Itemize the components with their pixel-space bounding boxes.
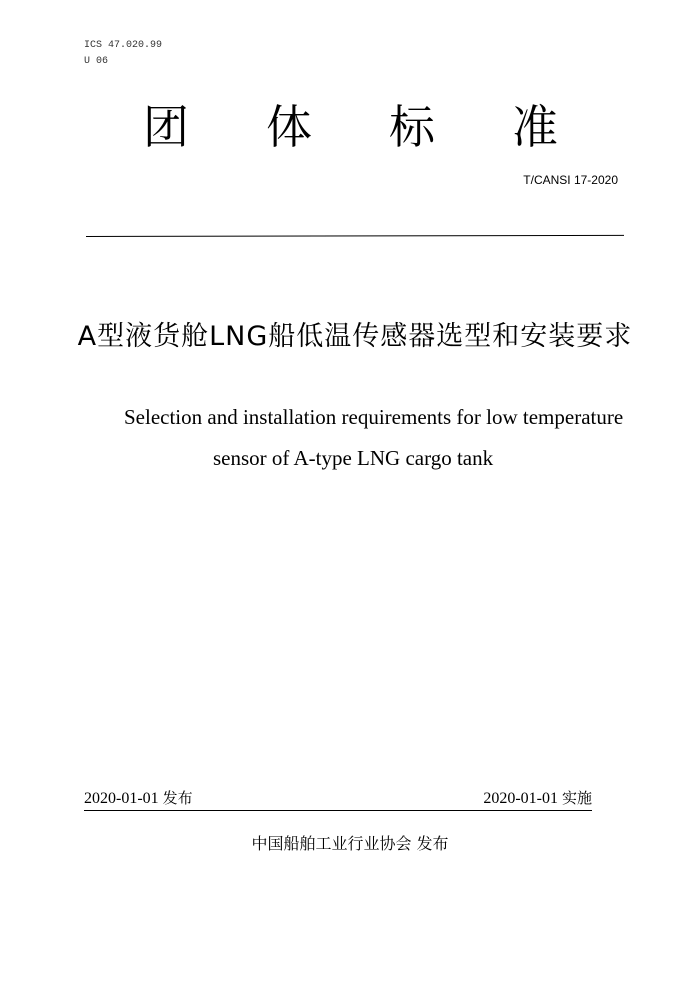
standard-number: T/CANSI 17-2020 — [523, 173, 618, 187]
ccs-code: U 06 — [84, 56, 109, 67]
group-standard-heading — [0, 97, 700, 157]
classification-codes — [84, 38, 162, 70]
date-line — [84, 788, 592, 811]
publisher: 中国船舶工业行业协会 发布 — [251, 834, 449, 853]
english-title-line-2: sensor of A-type LNG cargo tank — [213, 446, 494, 470]
issue-label: 发布 — [162, 789, 193, 807]
chinese-title: A型液货舱LNG船低温传感器选型和安装要求 — [77, 321, 633, 352]
heading-char-2: 体 — [266, 100, 312, 154]
header-divider — [86, 235, 624, 237]
heading-char-1: 团 — [143, 100, 189, 154]
heading-char-3: 标 — [389, 100, 435, 154]
issue-date-group — [84, 788, 193, 809]
implement-date-group — [483, 788, 592, 809]
english-title-line-1: Selection and installation requirements for low temperature — [124, 405, 624, 429]
issue-date: 2020-01-01 — [84, 790, 163, 807]
implement-date: 2020-01-01 — [483, 790, 562, 807]
heading-char-4: 准 — [512, 100, 558, 154]
ics-code: ICS 47.020.99 — [84, 40, 163, 51]
implement-label: 实施 — [561, 789, 592, 807]
